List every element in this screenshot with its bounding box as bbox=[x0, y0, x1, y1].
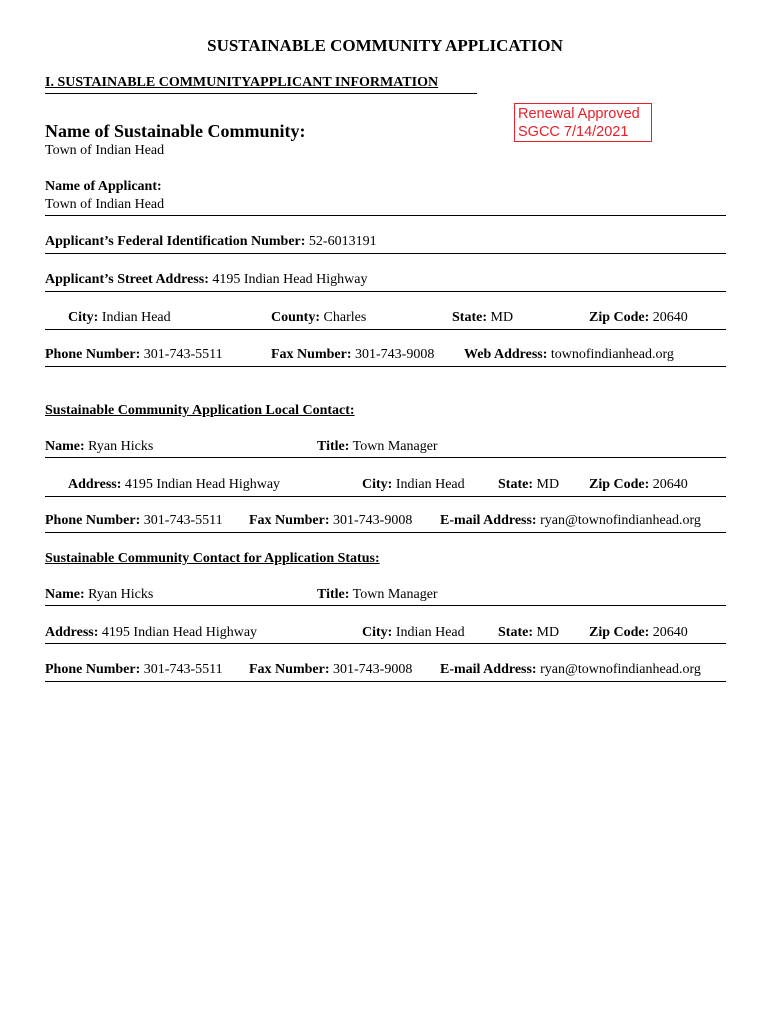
street-label: Applicant’s Street Address: bbox=[45, 272, 209, 287]
city-row-rule bbox=[45, 329, 726, 330]
applicant-state-value: MD bbox=[490, 310, 514, 325]
web-label: Web Address: bbox=[464, 347, 548, 362]
renewal-stamp bbox=[514, 103, 652, 142]
local-zip-field bbox=[589, 477, 688, 493]
local-title-field bbox=[317, 439, 438, 455]
section-heading-rule bbox=[45, 93, 477, 94]
status-phone-label: Phone Number: bbox=[45, 662, 141, 677]
applicant-fax-field bbox=[271, 347, 434, 363]
applicant-phone-value: 301-743-5511 bbox=[143, 347, 223, 362]
page-title: SUSTAINABLE COMMUNITY APPLICATION bbox=[207, 36, 563, 55]
status-address-value: 4195 Indian Head Highway bbox=[101, 625, 258, 640]
applicant-zip-field bbox=[589, 310, 688, 326]
status-phone-value: 301-743-5511 bbox=[143, 662, 223, 677]
status-phone-field bbox=[45, 662, 223, 678]
street-rule bbox=[45, 291, 726, 292]
applicant-name-value: Town of Indian Head bbox=[45, 197, 165, 212]
fein-rule bbox=[45, 253, 726, 254]
local-phone-rule bbox=[45, 532, 726, 533]
county-value: Charles bbox=[323, 310, 367, 325]
status-email-label: E-mail Address: bbox=[440, 662, 537, 677]
applicant-zip-value: 20640 bbox=[652, 310, 688, 325]
local-city-field bbox=[362, 477, 465, 493]
web-value: townofindianhead.org bbox=[550, 347, 674, 362]
local-name-field bbox=[45, 439, 153, 455]
status-name-rule bbox=[45, 605, 726, 606]
county-label: County: bbox=[271, 310, 321, 325]
web-field bbox=[464, 347, 674, 363]
status-email-field bbox=[440, 662, 701, 678]
fein-value: 52-6013191 bbox=[308, 234, 377, 249]
status-address-rule bbox=[45, 643, 726, 644]
status-contact-heading: Sustainable Community Contact for Application Status: bbox=[45, 551, 380, 566]
status-city-value: Indian Head bbox=[395, 625, 465, 640]
applicant-phone-label: Phone Number: bbox=[45, 347, 141, 362]
status-zip-label: Zip Code: bbox=[589, 625, 650, 640]
local-state-field bbox=[498, 477, 559, 493]
local-title-label: Title: bbox=[317, 439, 350, 454]
local-zip-value: 20640 bbox=[652, 477, 688, 492]
local-fax-field bbox=[249, 513, 412, 529]
local-name-rule bbox=[45, 457, 726, 458]
local-name-value: Ryan Hicks bbox=[88, 439, 154, 454]
status-city-label: City: bbox=[362, 625, 393, 640]
county-field bbox=[271, 310, 366, 326]
applicant-state-field bbox=[452, 310, 513, 326]
community-name-value: Town of Indian Head bbox=[45, 143, 165, 158]
status-state-field bbox=[498, 625, 559, 641]
local-email-value: ryan@townofindianhead.org bbox=[540, 513, 701, 528]
status-zip-field bbox=[589, 625, 688, 641]
status-zip-value: 20640 bbox=[652, 625, 688, 640]
local-city-value: Indian Head bbox=[395, 477, 465, 492]
applicant-city-field bbox=[68, 310, 171, 326]
local-fax-label: Fax Number: bbox=[249, 513, 330, 528]
status-email-value: ryan@townofindianhead.org bbox=[540, 662, 701, 677]
stamp-line-2: SGCC 7/14/2021 bbox=[518, 124, 629, 140]
status-address-field bbox=[45, 625, 257, 641]
status-name-label: Name: bbox=[45, 587, 85, 602]
applicant-state-label: State: bbox=[452, 310, 487, 325]
applicant-fax-label: Fax Number: bbox=[271, 347, 352, 362]
phone-row-rule bbox=[45, 366, 726, 367]
fein-field bbox=[45, 234, 377, 250]
applicant-phone-field bbox=[45, 347, 223, 363]
applicant-zip-label: Zip Code: bbox=[589, 310, 650, 325]
status-fax-value: 301-743-9008 bbox=[333, 662, 413, 677]
community-name-label: Name of Sustainable Community: bbox=[45, 121, 306, 141]
local-phone-field bbox=[45, 513, 223, 529]
local-address-value: 4195 Indian Head Highway bbox=[124, 477, 281, 492]
local-contact-heading: Sustainable Community Application Local Contact: bbox=[45, 403, 355, 418]
local-address-rule bbox=[45, 496, 726, 497]
status-phone-rule bbox=[45, 681, 726, 682]
section-heading: I. SUSTAINABLE COMMUNITYAPPLICANT INFORMATION bbox=[45, 75, 439, 90]
fein-label: Applicant’s Federal Identification Number: bbox=[45, 234, 306, 249]
local-fax-value: 301-743-9008 bbox=[333, 513, 413, 528]
status-state-label: State: bbox=[498, 625, 533, 640]
street-field bbox=[45, 272, 368, 288]
status-name-field bbox=[45, 587, 153, 603]
applicant-city-value: Indian Head bbox=[101, 310, 171, 325]
local-state-value: MD bbox=[536, 477, 560, 492]
status-fax-field bbox=[249, 662, 412, 678]
local-phone-label: Phone Number: bbox=[45, 513, 141, 528]
status-title-value: Town Manager bbox=[352, 587, 438, 602]
applicant-name-label: Name of Applicant: bbox=[45, 179, 162, 194]
local-state-label: State: bbox=[498, 477, 533, 492]
status-fax-label: Fax Number: bbox=[249, 662, 330, 677]
status-name-value: Ryan Hicks bbox=[88, 587, 154, 602]
applicant-name-rule bbox=[45, 215, 726, 216]
applicant-city-label: City: bbox=[68, 310, 99, 325]
status-title-field bbox=[317, 587, 438, 603]
local-address-label: Address: bbox=[68, 477, 122, 492]
status-title-label: Title: bbox=[317, 587, 350, 602]
street-value: 4195 Indian Head Highway bbox=[212, 272, 368, 287]
local-name-label: Name: bbox=[45, 439, 85, 454]
local-address-field bbox=[68, 477, 280, 493]
status-city-field bbox=[362, 625, 465, 641]
status-address-label: Address: bbox=[45, 625, 99, 640]
local-zip-label: Zip Code: bbox=[589, 477, 650, 492]
local-city-label: City: bbox=[362, 477, 393, 492]
status-state-value: MD bbox=[536, 625, 560, 640]
applicant-fax-value: 301-743-9008 bbox=[355, 347, 435, 362]
local-phone-value: 301-743-5511 bbox=[143, 513, 223, 528]
local-title-value: Town Manager bbox=[352, 439, 438, 454]
local-email-field bbox=[440, 513, 701, 529]
stamp-line-1: Renewal Approved bbox=[518, 106, 640, 122]
local-email-label: E-mail Address: bbox=[440, 513, 537, 528]
